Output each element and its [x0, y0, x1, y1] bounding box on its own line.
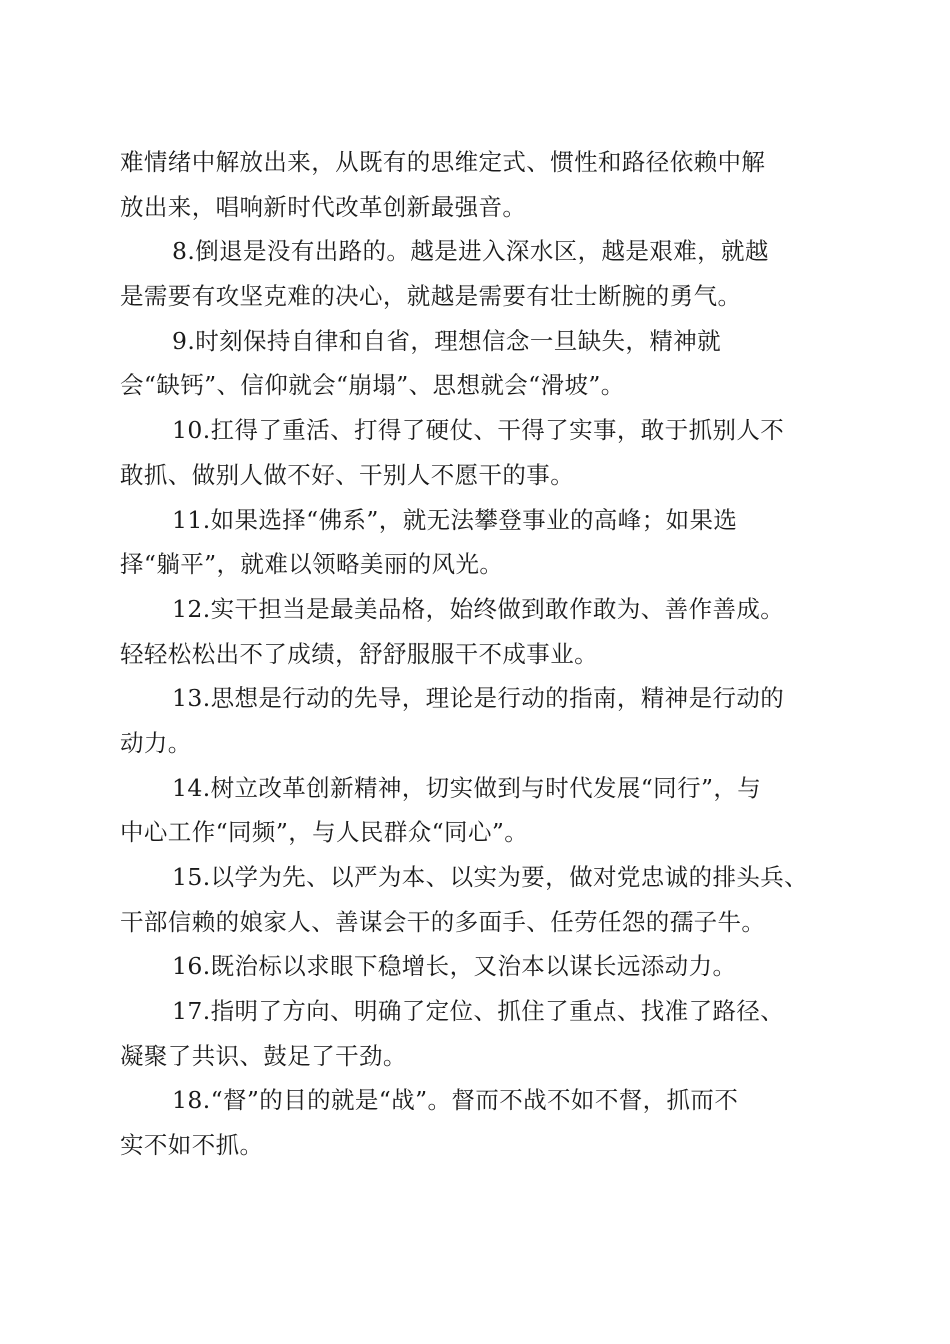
- document-body: [120, 140, 832, 1168]
- text-line: 轻轻松松出不了成绩，舒舒服服干不成事业。: [120, 639, 598, 668]
- text-line: 10.扛得了重活、打得了硬仗、干得了实事，敢于抓别人不: [172, 416, 785, 445]
- text-line: 16.既治标以求眼下稳增长，又治本以谋长远添动力。: [172, 952, 737, 981]
- text-line: 中心工作“同频”，与人民群众“同心”。: [120, 818, 529, 847]
- text-line: 14.树立改革创新精神，切实做到与时代发展“同行”，与: [172, 773, 762, 802]
- text-line: 难情绪中解放出来，从既有的思维定式、惯性和路径依赖中解: [120, 148, 766, 176]
- text-line: 8.倒退是没有出路的。越是进入深水区，越是艰难，就越: [172, 237, 769, 266]
- text-line: 17.指明了方向、明确了定位、抓住了重点、找准了路径、: [172, 997, 785, 1026]
- text-line: 9.时刻保持自律和自省，理想信念一旦缺失，精神就: [172, 326, 722, 355]
- text-line: 择“躺平”，就难以领略美丽的风光。: [120, 550, 504, 579]
- text-line: 动力。: [120, 728, 192, 757]
- text-line: 是需要有攻坚克难的决心，就越是需要有壮士断腕的勇气。: [120, 282, 742, 311]
- text-line: 干部信赖的娘家人、善谋会干的多面手、任劳任怨的孺子牛。: [120, 907, 766, 936]
- text-line: 会“缺钙”、信仰就会“崩塌”、思想就会“滑坡”。: [120, 371, 625, 400]
- text-line: 18.“督”的目的就是“战”。督而不战不如不督，抓而不: [172, 1086, 739, 1115]
- text-line: 敢抓、做别人做不好、干别人不愿干的事。: [120, 460, 575, 489]
- text-line: 11.如果选择“佛系”，就无法攀登事业的高峰；如果选: [172, 505, 738, 534]
- text-line: 15.以学为先、以严为本、以实为要，做对党忠诚的排头兵、: [172, 863, 809, 891]
- text-line: 放出来，唱响新时代改革创新最强音。: [120, 192, 527, 221]
- text-line: 凝聚了共识、鼓足了干劲。: [120, 1041, 407, 1070]
- text-line: 13.思想是行动的先导，理论是行动的指南，精神是行动的: [172, 684, 785, 713]
- text-line: 12.实干担当是最美品格，始终做到敢作敢为、善作善成。: [172, 594, 785, 623]
- text-line: 实不如不抓。: [120, 1131, 264, 1160]
